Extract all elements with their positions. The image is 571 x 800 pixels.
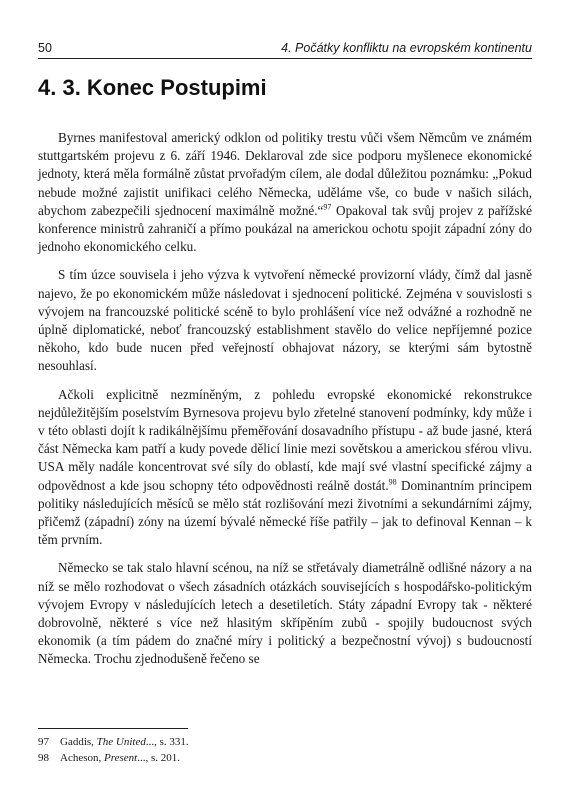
- page-number: 50: [38, 41, 52, 55]
- footnote-work-title: Present: [104, 752, 138, 764]
- paragraph-4: [38, 559, 532, 668]
- footnote-text: [60, 750, 180, 766]
- footnote-page: ..., s. 331.: [145, 736, 189, 748]
- footnote-rule: [38, 728, 188, 729]
- footnote-ref-97[interactable]: 97: [323, 202, 332, 212]
- footnote-number: 97: [38, 736, 49, 748]
- footnote-97: [38, 734, 532, 750]
- paragraph-2-text: S tím úzce souvisela i jeho výzva k vytvoření německé provizorní vlády, čímž dal jasně najevo, že po ekonomickém může následovat i sjednocení politické. Zejména v souvislosti s vývojem na francouzské politické scéně to bylo prohlášení více než odvážné a rozhodně ne úplně diplomatické, neboť francouzský establishment stavělo do velice nepříjemné pozice někoho, kdo bude nucen před veřejností obhajovat názory, se kterými sám bytostně nesouhlasí.: [38, 267, 532, 374]
- footnote-work-title: The United: [96, 736, 146, 748]
- running-chapter-title: 4. Počátky konfliktu na evropském kontinentu: [281, 41, 532, 55]
- footnote-page: ..., s. 201.: [137, 752, 180, 764]
- paragraph-3-text-cont: Dominantním principem politiky následujících měsíců se mělo stát rozlišování mezi životními a sekundárními zájmy, přičemž (západní) zóny na území bývalé německé říše patřily – jak to definoval Kennan – k těm prvním.: [38, 477, 532, 548]
- footnote-98: [38, 750, 532, 766]
- paragraph-1: [38, 129, 532, 256]
- footnote-number: 98: [38, 752, 49, 764]
- running-head: [38, 40, 532, 56]
- paragraph-4-text: Německo se tak stalo hlavní scénou, na níž se střetávaly diametrálně odlišné názory a na níž se mělo rozhodovat o všech zásadních otázkách souvisejících s hospodářsko-politickým vývojem Evropy v následujících letech a desetiletích. Státy západní Evropy tak - některé dobrovolně, některé s více než hlasitým skřípěním zubů - spojily budoucnost svých ekonomik (a tím pádem do značné míry i politický a bezpečnostní vývoj) s budoucností Německa. Trochu zjednodušeně řečeno se: [38, 560, 532, 667]
- header-rule: [38, 58, 532, 59]
- paragraph-3-text: Ačkoli explicitně nezmíněným, z pohledu evropské ekonomické rekonstrukce nejdůležitějším poselstvím Byrnesova projevu bylo zřetelné stanovení podmínky, kdy může i v této oblasti dojít k radikálnějšímu přeměřování dosavadního přístupu - až bude jasné, která část Německa kam patří a kudy povede dělicí linie mezi sovětskou a americkou sférou vlivu. USA měly nadále koncentrovat své síly do oblastí, kde mají své vlastní specifické zájmy a odpovědnost a kde jsou schopny této odpovědnosti reálně dostát.: [38, 386, 532, 493]
- paragraph-2: [38, 266, 532, 375]
- body-text: [38, 129, 532, 679]
- section-title: 4. 3. Konec Postupimi: [38, 75, 267, 100]
- footnote-author: Acheson,: [60, 752, 104, 764]
- footnote-text: [60, 734, 189, 750]
- footnotes: [38, 734, 532, 766]
- paragraph-3: [38, 386, 532, 550]
- paragraph-1-text: Byrnes manifestoval americký odklon od politiky trestu vůči všem Němcům ve známém stuttgartském projevu z 6. září 1946. Deklaroval zde sice podporu myšlenece ekonomické jednoty, která měla formálně zůstat prvořadým cílem, ale dodal důležitou poznámku: „Pokud nebude možné zajistit unifikaci celého Německa, uděláme vše, co bude v našich silách, abychom zabezpečili sjednocení maximálně možné.“: [38, 130, 532, 218]
- footnote-ref-98[interactable]: 98: [388, 477, 397, 487]
- footnote-author: Gaddis,: [60, 736, 97, 748]
- paragraph-1-text-cont: Opakoval tak svůj projev z pařížské konference ministrů zahraničí a přímo poukázal na americkou ochotu spojit západní zóny do jednoho ekonomického celku.: [38, 202, 532, 255]
- book-page: [38, 0, 532, 800]
